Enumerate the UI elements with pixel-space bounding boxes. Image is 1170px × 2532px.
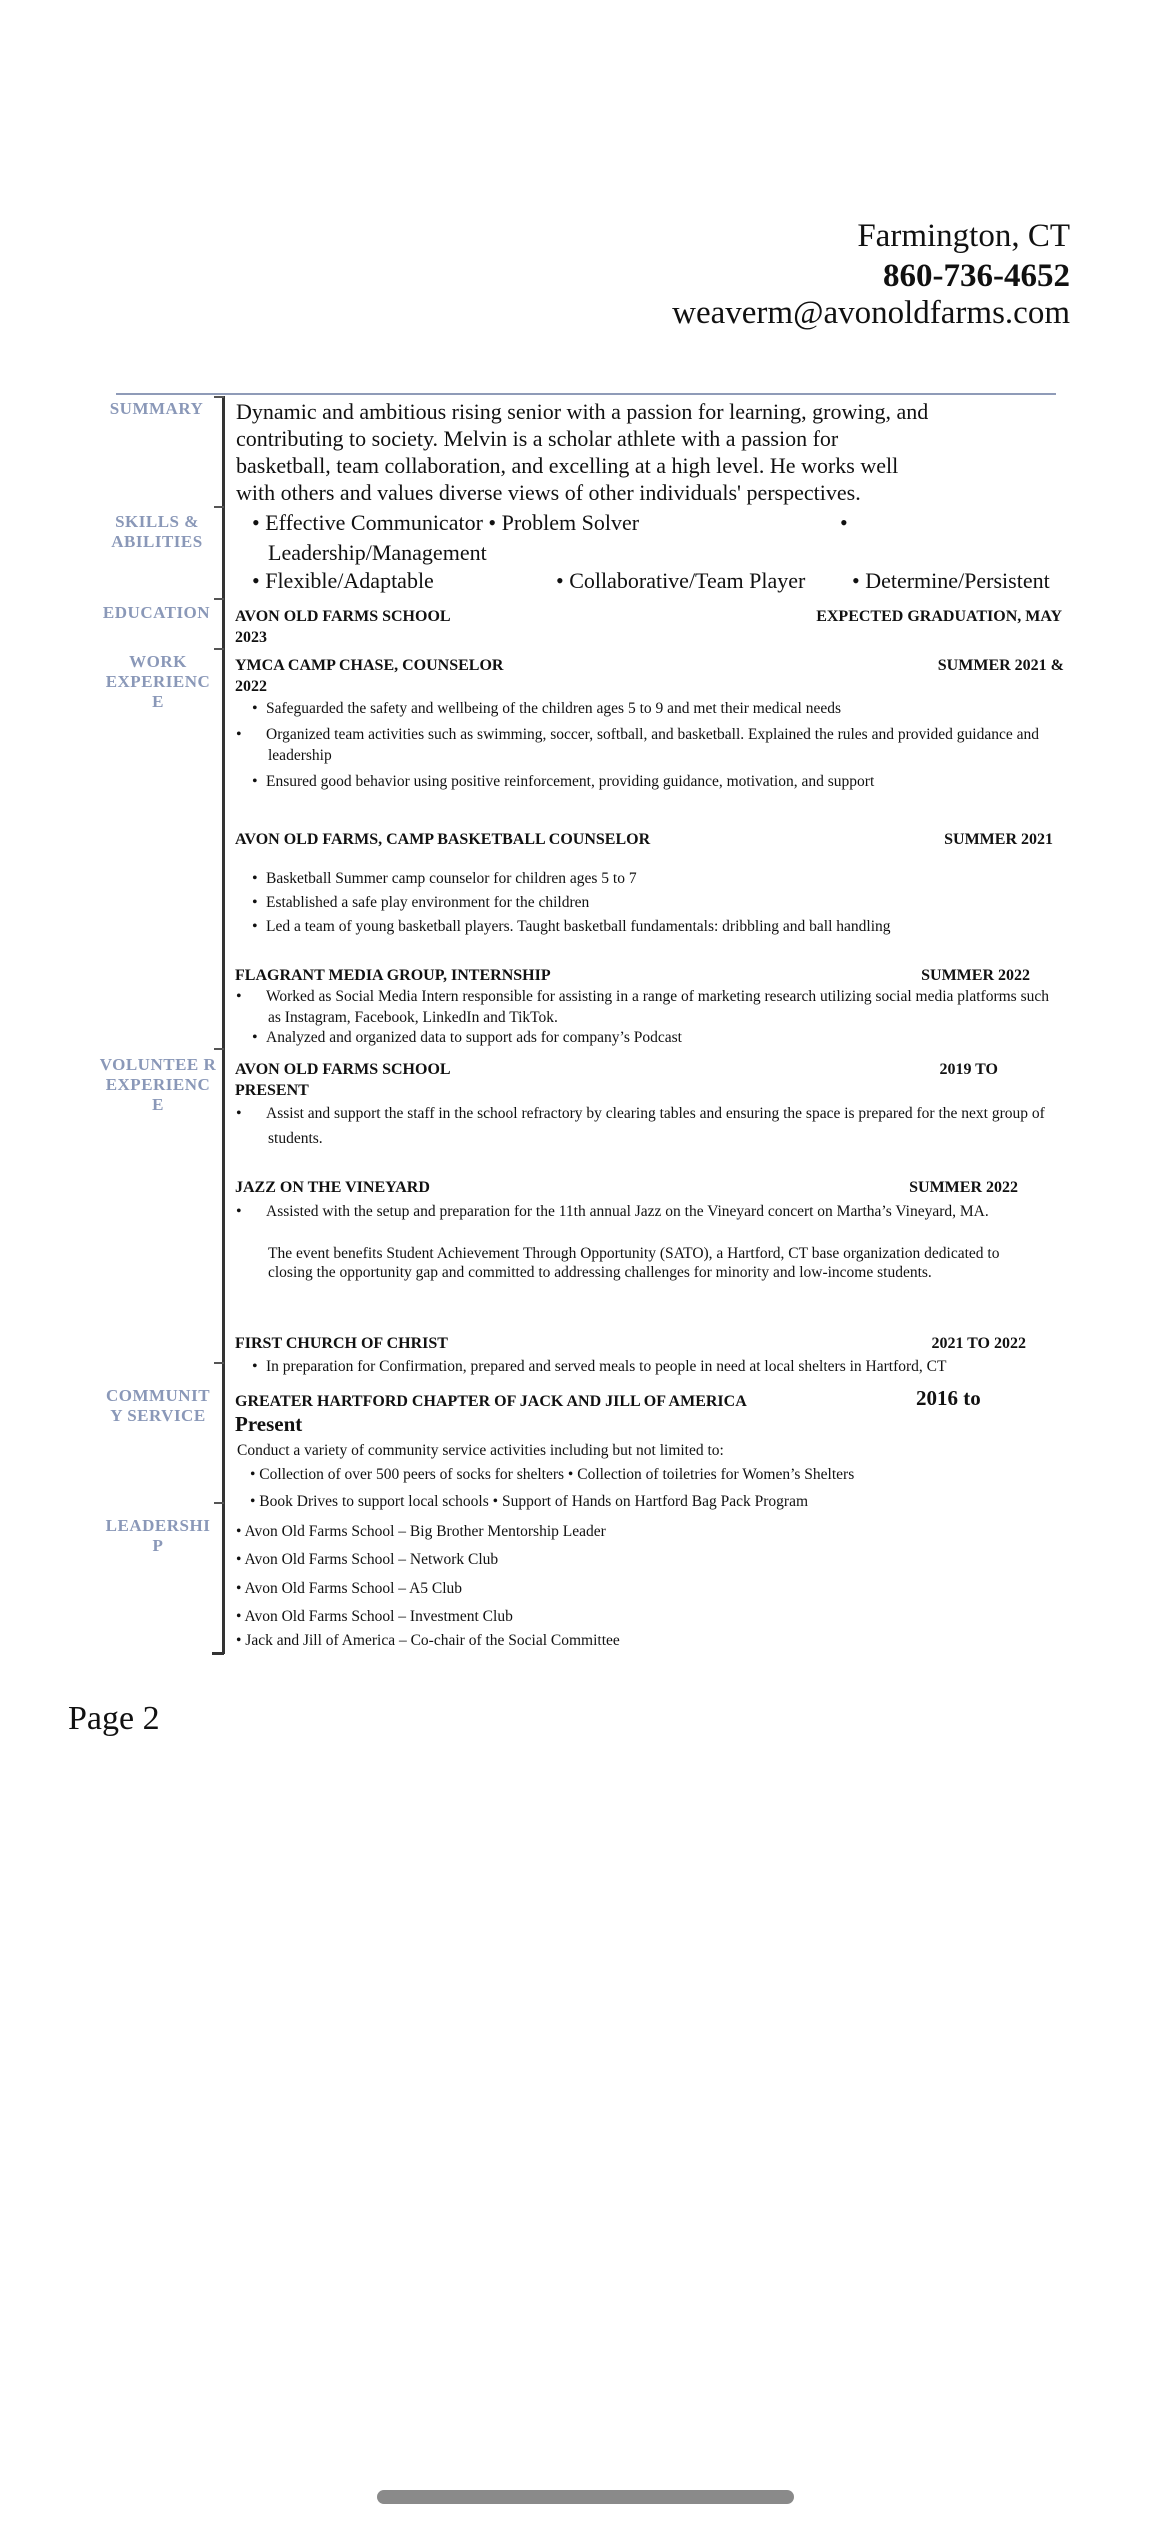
spine-tick bbox=[214, 598, 224, 600]
section-summary-label: SUMMARY bbox=[109, 399, 204, 418]
section-education-label: EDUCATION bbox=[102, 603, 211, 622]
spine-tick bbox=[214, 648, 224, 650]
contact-phone: 860-736-4652 bbox=[883, 258, 1070, 294]
leadership-item: • Avon Old Farms School – A5 Club bbox=[236, 1580, 463, 1597]
list-item: • Safeguarded the safety and wellbeing of the children ages 5 to 9 and met their medical needs bbox=[252, 700, 842, 717]
skill-row-1: • Effective Communicator • Problem Solver bbox=[252, 510, 640, 535]
leadership-item: • Avon Old Farms School – Network Club bbox=[236, 1551, 499, 1568]
community-date: 2016 to bbox=[916, 1386, 981, 1410]
page-number: Page 2 bbox=[68, 1700, 160, 1737]
volunteer-2-date: SUMMER 2022 bbox=[909, 1179, 1018, 1196]
community-list-line-1: • Collection of over 500 peers of socks for shelters • Collection of toiletries for Women’s Shelters bbox=[250, 1466, 855, 1483]
list-item: • Ensured good behavior using positive reinforcement, providing guidance, motivation, and support bbox=[252, 773, 875, 790]
summary-text: Dynamic and ambitious rising senior with a passion for learning, growing, and contributing to society. Melvin is a scholar athlete with a passion for basketball, team collaboration, and excelling at a high level. He works well with others and values diverse views of other individuals' perspectives. bbox=[236, 399, 929, 505]
community-intro: Conduct a variety of community service activities including but not limited to: bbox=[237, 1442, 724, 1459]
spine-tick bbox=[214, 506, 224, 508]
list-item: • Organized team activities such as swimming, soccer, softball, and basketball. Explained the rules and provided guidance and leadership bbox=[236, 726, 1040, 764]
volunteer-1-date: 2019 TO bbox=[939, 1061, 998, 1078]
header-divider bbox=[116, 393, 1056, 395]
section-skills-label: SKILLS & ABILITIES bbox=[111, 512, 203, 551]
list-item: • Basketball Summer camp counselor for children ages 5 to 7 bbox=[252, 870, 637, 887]
section-community-label: COMMUNIT Y SERVICE bbox=[105, 1386, 211, 1425]
contact-location: Farmington, CT bbox=[857, 218, 1070, 254]
education-year: 2023 bbox=[235, 629, 267, 646]
leadership-item: • Jack and Jill of America – Co-chair of the Social Committee bbox=[236, 1632, 620, 1649]
home-indicator[interactable] bbox=[377, 2490, 794, 2504]
list-item: • Worked as Social Media Intern responsible for assisting in a range of marketing research utilizing social media platforms such as Instagram, Facebook, LinkedIn and TikTok. bbox=[236, 988, 1049, 1026]
work-1-date-cont: 2022 bbox=[235, 678, 267, 695]
education-date: EXPECTED GRADUATION, MAY bbox=[816, 608, 1062, 625]
leadership-item: • Avon Old Farms School – Investment Club bbox=[236, 1608, 513, 1625]
list-item: • In preparation for Confirmation, prepared and served meals to people in need at local shelters in Hartford, CT bbox=[252, 1358, 947, 1375]
spine-tick bbox=[214, 1362, 224, 1364]
education-school: AVON OLD FARMS SCHOOL bbox=[235, 608, 451, 625]
skill-row-2: Leadership/Management bbox=[268, 540, 487, 565]
section-leadership-label: LEADERSHI P bbox=[105, 1516, 211, 1555]
work-2-title: AVON OLD FARMS, CAMP BASKETBALL COUNSELOR bbox=[235, 831, 651, 848]
skill-determined: • Determine/Persistent bbox=[852, 568, 1050, 593]
list-item: • Assisted with the setup and preparation for the 11th annual Jazz on the Vineyard concert on Martha’s Vineyard, MA. bbox=[236, 1203, 989, 1220]
skill-collaborative: • Collaborative/Team Player bbox=[556, 568, 806, 593]
list-item: • Established a safe play environment for the children bbox=[252, 894, 590, 911]
leadership-item: • Avon Old Farms School – Big Brother Mentorship Leader bbox=[236, 1523, 606, 1540]
work-3-date: SUMMER 2022 bbox=[921, 967, 1030, 984]
section-volunteer-label: VOLUNTEE R EXPERIENC E bbox=[99, 1055, 217, 1114]
list-item: • Assist and support the staff in the school refractory by clearing tables and ensuring the space is prepared for the next group of students. bbox=[236, 1105, 1045, 1147]
contact-email: weaverm@avonoldfarms.com bbox=[672, 295, 1070, 331]
list-item: • Analyzed and organized data to support ads for company’s Podcast bbox=[252, 1029, 682, 1046]
work-1-title: YMCA CAMP CHASE, COUNSELOR bbox=[235, 657, 504, 674]
community-list-line-2: • Book Drives to support local schools • Support of Hands on Hartford Bag Pack Program bbox=[250, 1493, 809, 1510]
spine-end bbox=[212, 1652, 224, 1655]
spine-tick bbox=[214, 1048, 224, 1050]
section-spine bbox=[222, 396, 225, 1654]
work-2-date: SUMMER 2021 bbox=[944, 831, 1053, 848]
volunteer-3-title: FIRST CHURCH OF CHRIST bbox=[235, 1335, 448, 1352]
spine-tick bbox=[214, 1502, 224, 1504]
section-work-label: WORK EXPERIENC E bbox=[105, 652, 211, 711]
work-3-title: FLAGRANT MEDIA GROUP, INTERNSHIP bbox=[235, 967, 551, 984]
spine-tick bbox=[214, 396, 224, 398]
volunteer-1-date-cont: PRESENT bbox=[235, 1082, 309, 1099]
volunteer-3-date: 2021 TO 2022 bbox=[931, 1335, 1026, 1352]
skill-bullet: • bbox=[840, 510, 848, 535]
volunteer-2-description: The event benefits Student Achievement Through Opportunity (SATO), a Hartford, CT base organization dedicated to closing the opportunity gap and committed to addressing challenges for minority and low-income students. bbox=[268, 1245, 1000, 1281]
volunteer-2-title: JAZZ ON THE VINEYARD bbox=[235, 1179, 430, 1196]
list-item: • Led a team of young basketball players. Taught basketball fundamentals: dribbling and ball handling bbox=[252, 918, 891, 935]
community-title: GREATER HARTFORD CHAPTER OF JACK AND JILL OF AMERICA bbox=[235, 1393, 747, 1410]
skill-flexible: • Flexible/Adaptable bbox=[252, 568, 434, 593]
volunteer-1-title: AVON OLD FARMS SCHOOL bbox=[235, 1061, 451, 1078]
community-date-cont: Present bbox=[235, 1412, 303, 1436]
work-1-date: SUMMER 2021 & bbox=[937, 657, 1064, 674]
